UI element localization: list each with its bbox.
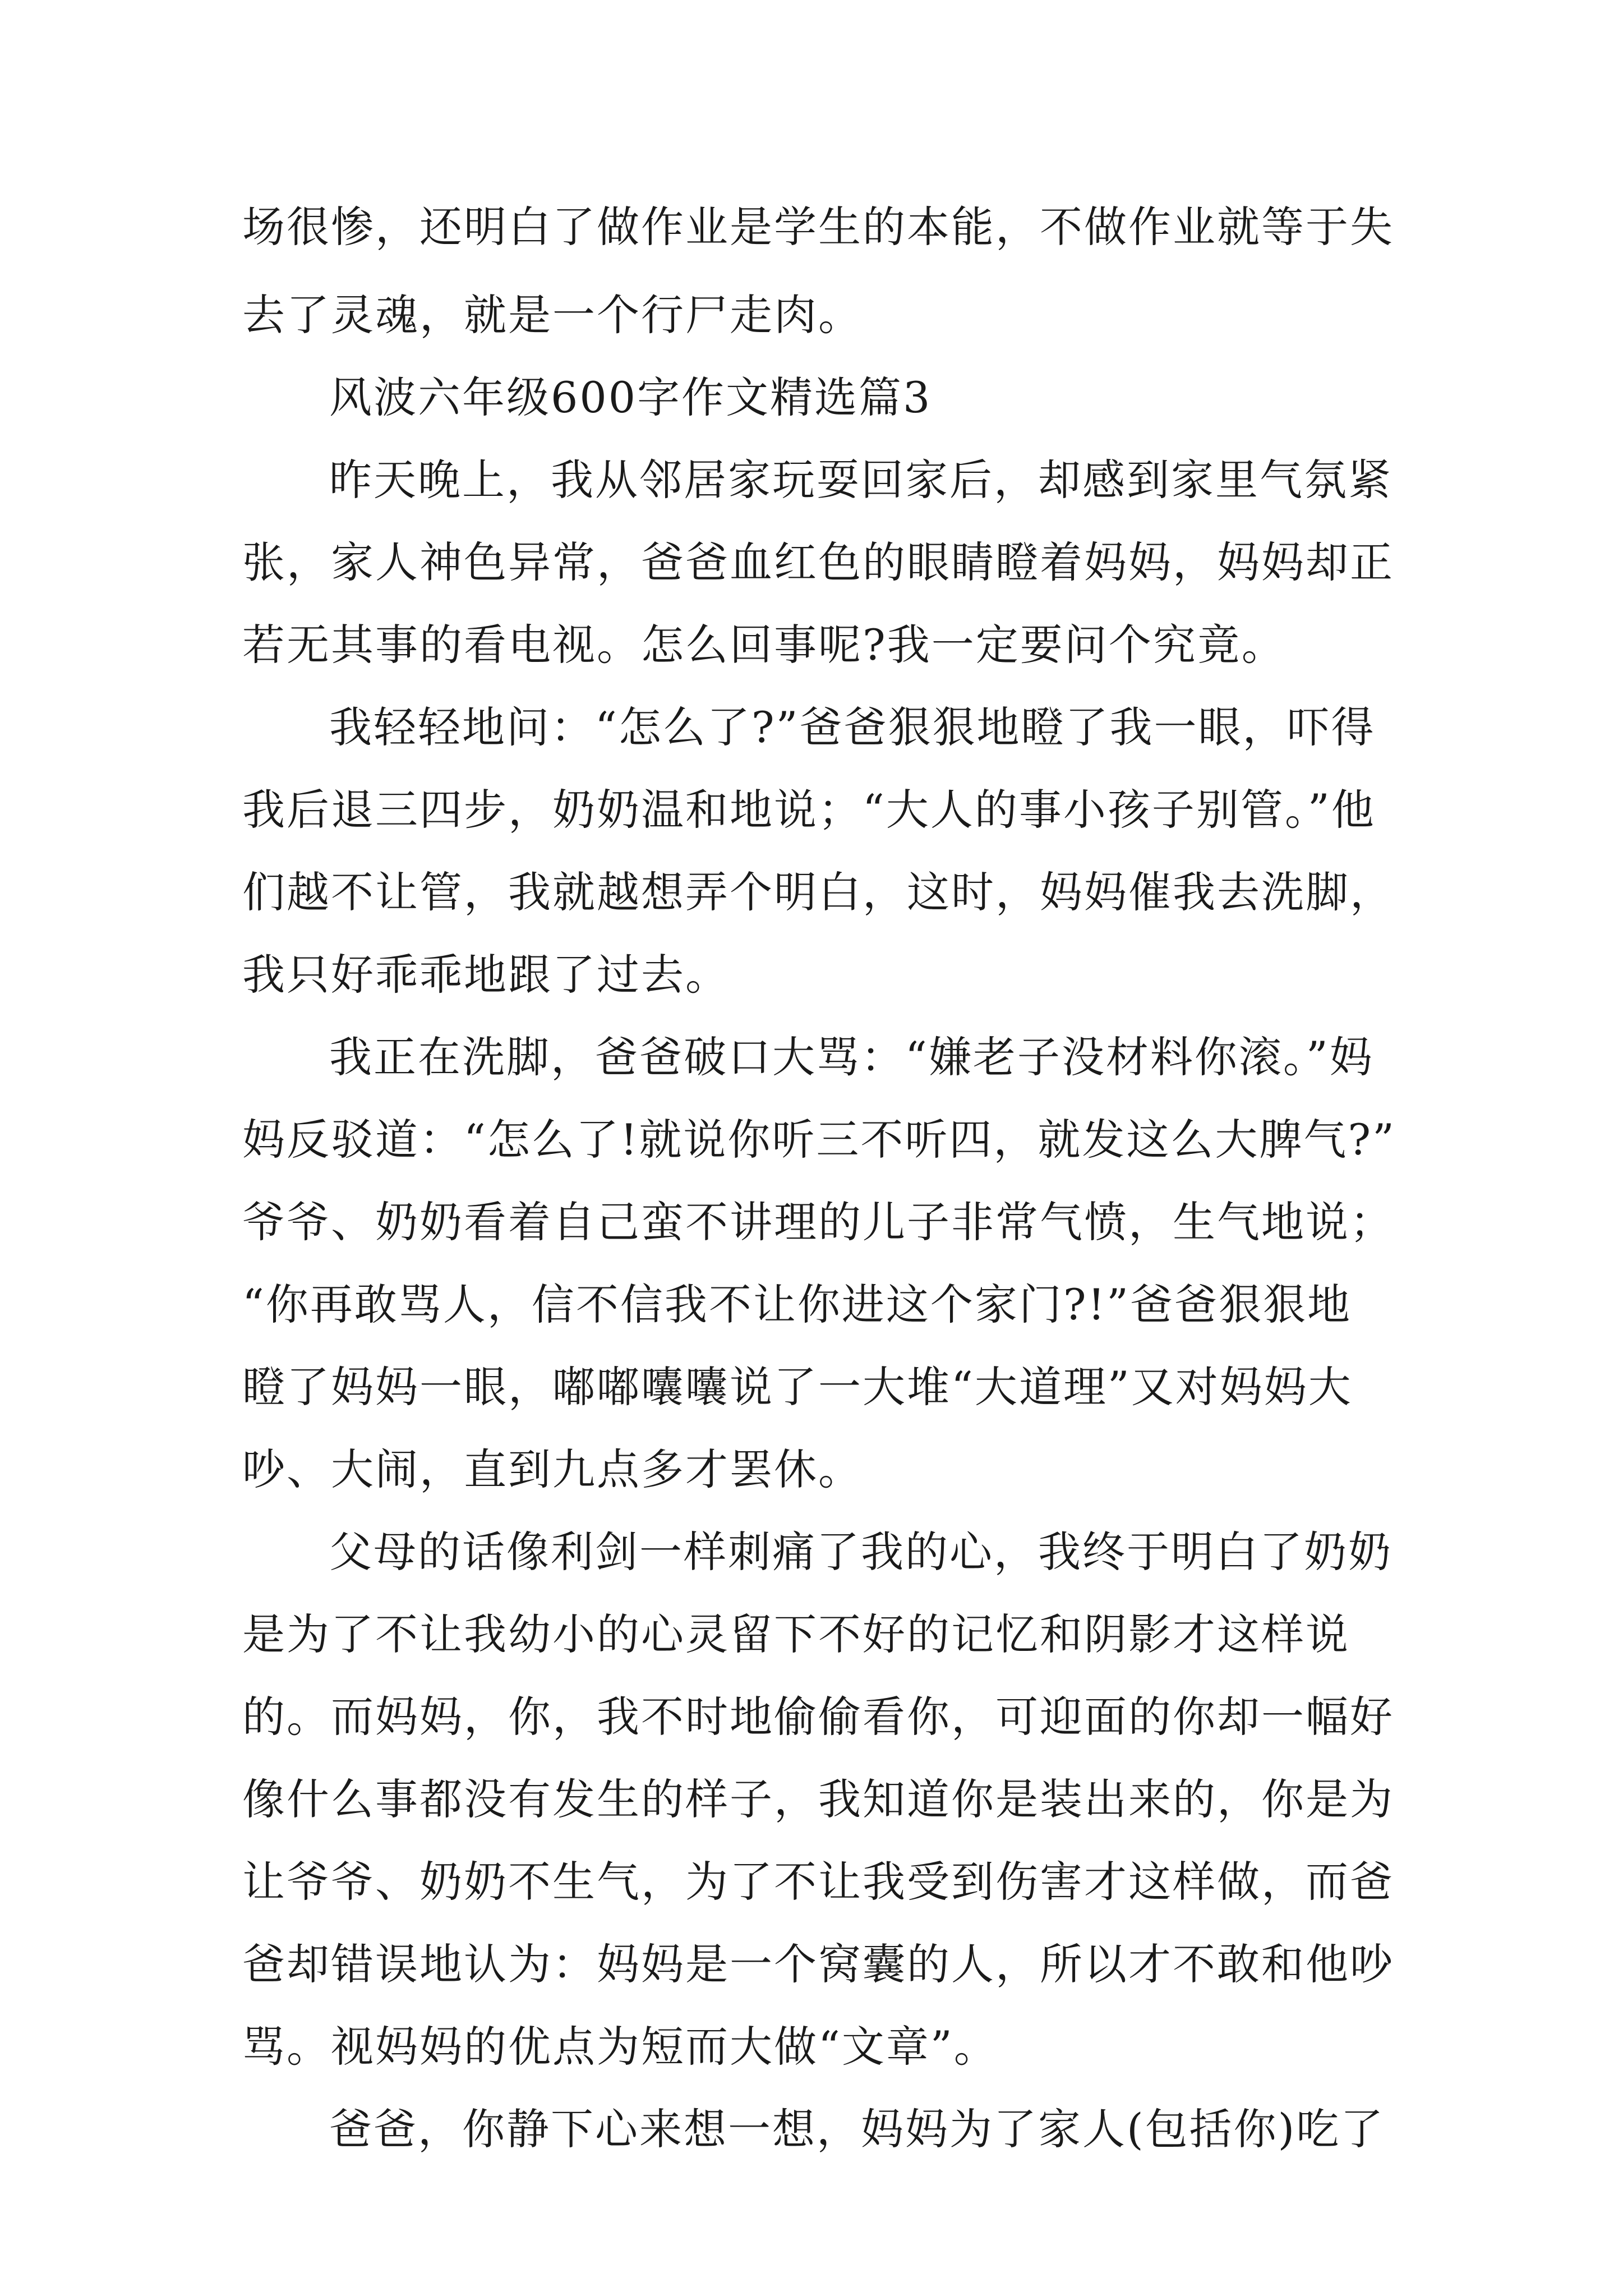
text-line: 们越不让管，我就越想弄个明白，这时，妈妈催我去洗脚，	[242, 867, 1394, 917]
text-line: 父母的话像利剑一样刺痛了我的心，我终于明白了奶奶	[329, 1527, 1393, 1577]
text-line: 我后退三四步，奶奶温和地说；“大人的事小孩子别管。”他	[242, 785, 1376, 835]
text-line: 若无其事的看电视。怎么回事呢?我一定要问个究竟。	[242, 620, 1286, 670]
text-line: 我正在洗脚，爸爸破口大骂：“嫌老子没材料你滚。”妈	[329, 1032, 1374, 1082]
text-line: 妈反驳道：“怎么了!就说你听三不听四，就发这么大脾气?”	[242, 1115, 1396, 1165]
text-line: 去了灵魂，就是一个行尸走肉。	[242, 290, 863, 340]
text-line: 的。而妈妈，你，我不时地偷偷看你，可迎面的你却一幅好	[242, 1692, 1394, 1742]
text-line: “你再敢骂人，信不信我不让你进这个家门?!”爸爸狠狠地	[242, 1280, 1352, 1329]
text-line: 爸却错误地认为：妈妈是一个窝囊的人，所以才不敢和他吵	[242, 1939, 1394, 1989]
text-line: 让爷爷、奶奶不生气，为了不让我受到伤害才这样做，而爸	[242, 1857, 1394, 1907]
text-line: 张，家人神色异常，爸爸血红色的眼睛瞪着妈妈，妈妈却正	[242, 537, 1394, 587]
text-line: 我只好乖乖地跟了过去。	[242, 950, 730, 1000]
text-line: 爷爷、奶奶看着自己蛮不讲理的儿子非常气愤，生气地说；	[242, 1197, 1394, 1247]
text-line: 像什么事都没有发生的样子，我知道你是装出来的，你是为	[242, 1774, 1394, 1824]
text-line: 瞪了妈妈一眼，嘟嘟囔囔说了一大堆“大道理”又对妈妈大	[242, 1362, 1353, 1412]
text-line: 昨天晚上，我从邻居家玩耍回家后，却感到家里气氛紧	[329, 455, 1393, 505]
text-line: 吵、大闹，直到九点多才罢休。	[242, 1444, 863, 1494]
text-line: 爸爸，你静下心来想一想，妈妈为了家人(包括你)吃了	[329, 2104, 1385, 2154]
text-line: 是为了不让我幼小的心灵留下不好的记忆和阴影才这样说	[242, 1609, 1350, 1659]
text-line: 场很惨，还明白了做作业是学生的本能，不做作业就等于失	[242, 202, 1394, 252]
section-title: 风波六年级600字作文精选篇3	[329, 372, 932, 422]
text-line: 我轻轻地问：“怎么了?”爸爸狠狠地瞪了我一眼，吓得	[329, 702, 1376, 752]
text-line: 骂。视妈妈的优点为短而大做“文章”。	[242, 2022, 998, 2072]
